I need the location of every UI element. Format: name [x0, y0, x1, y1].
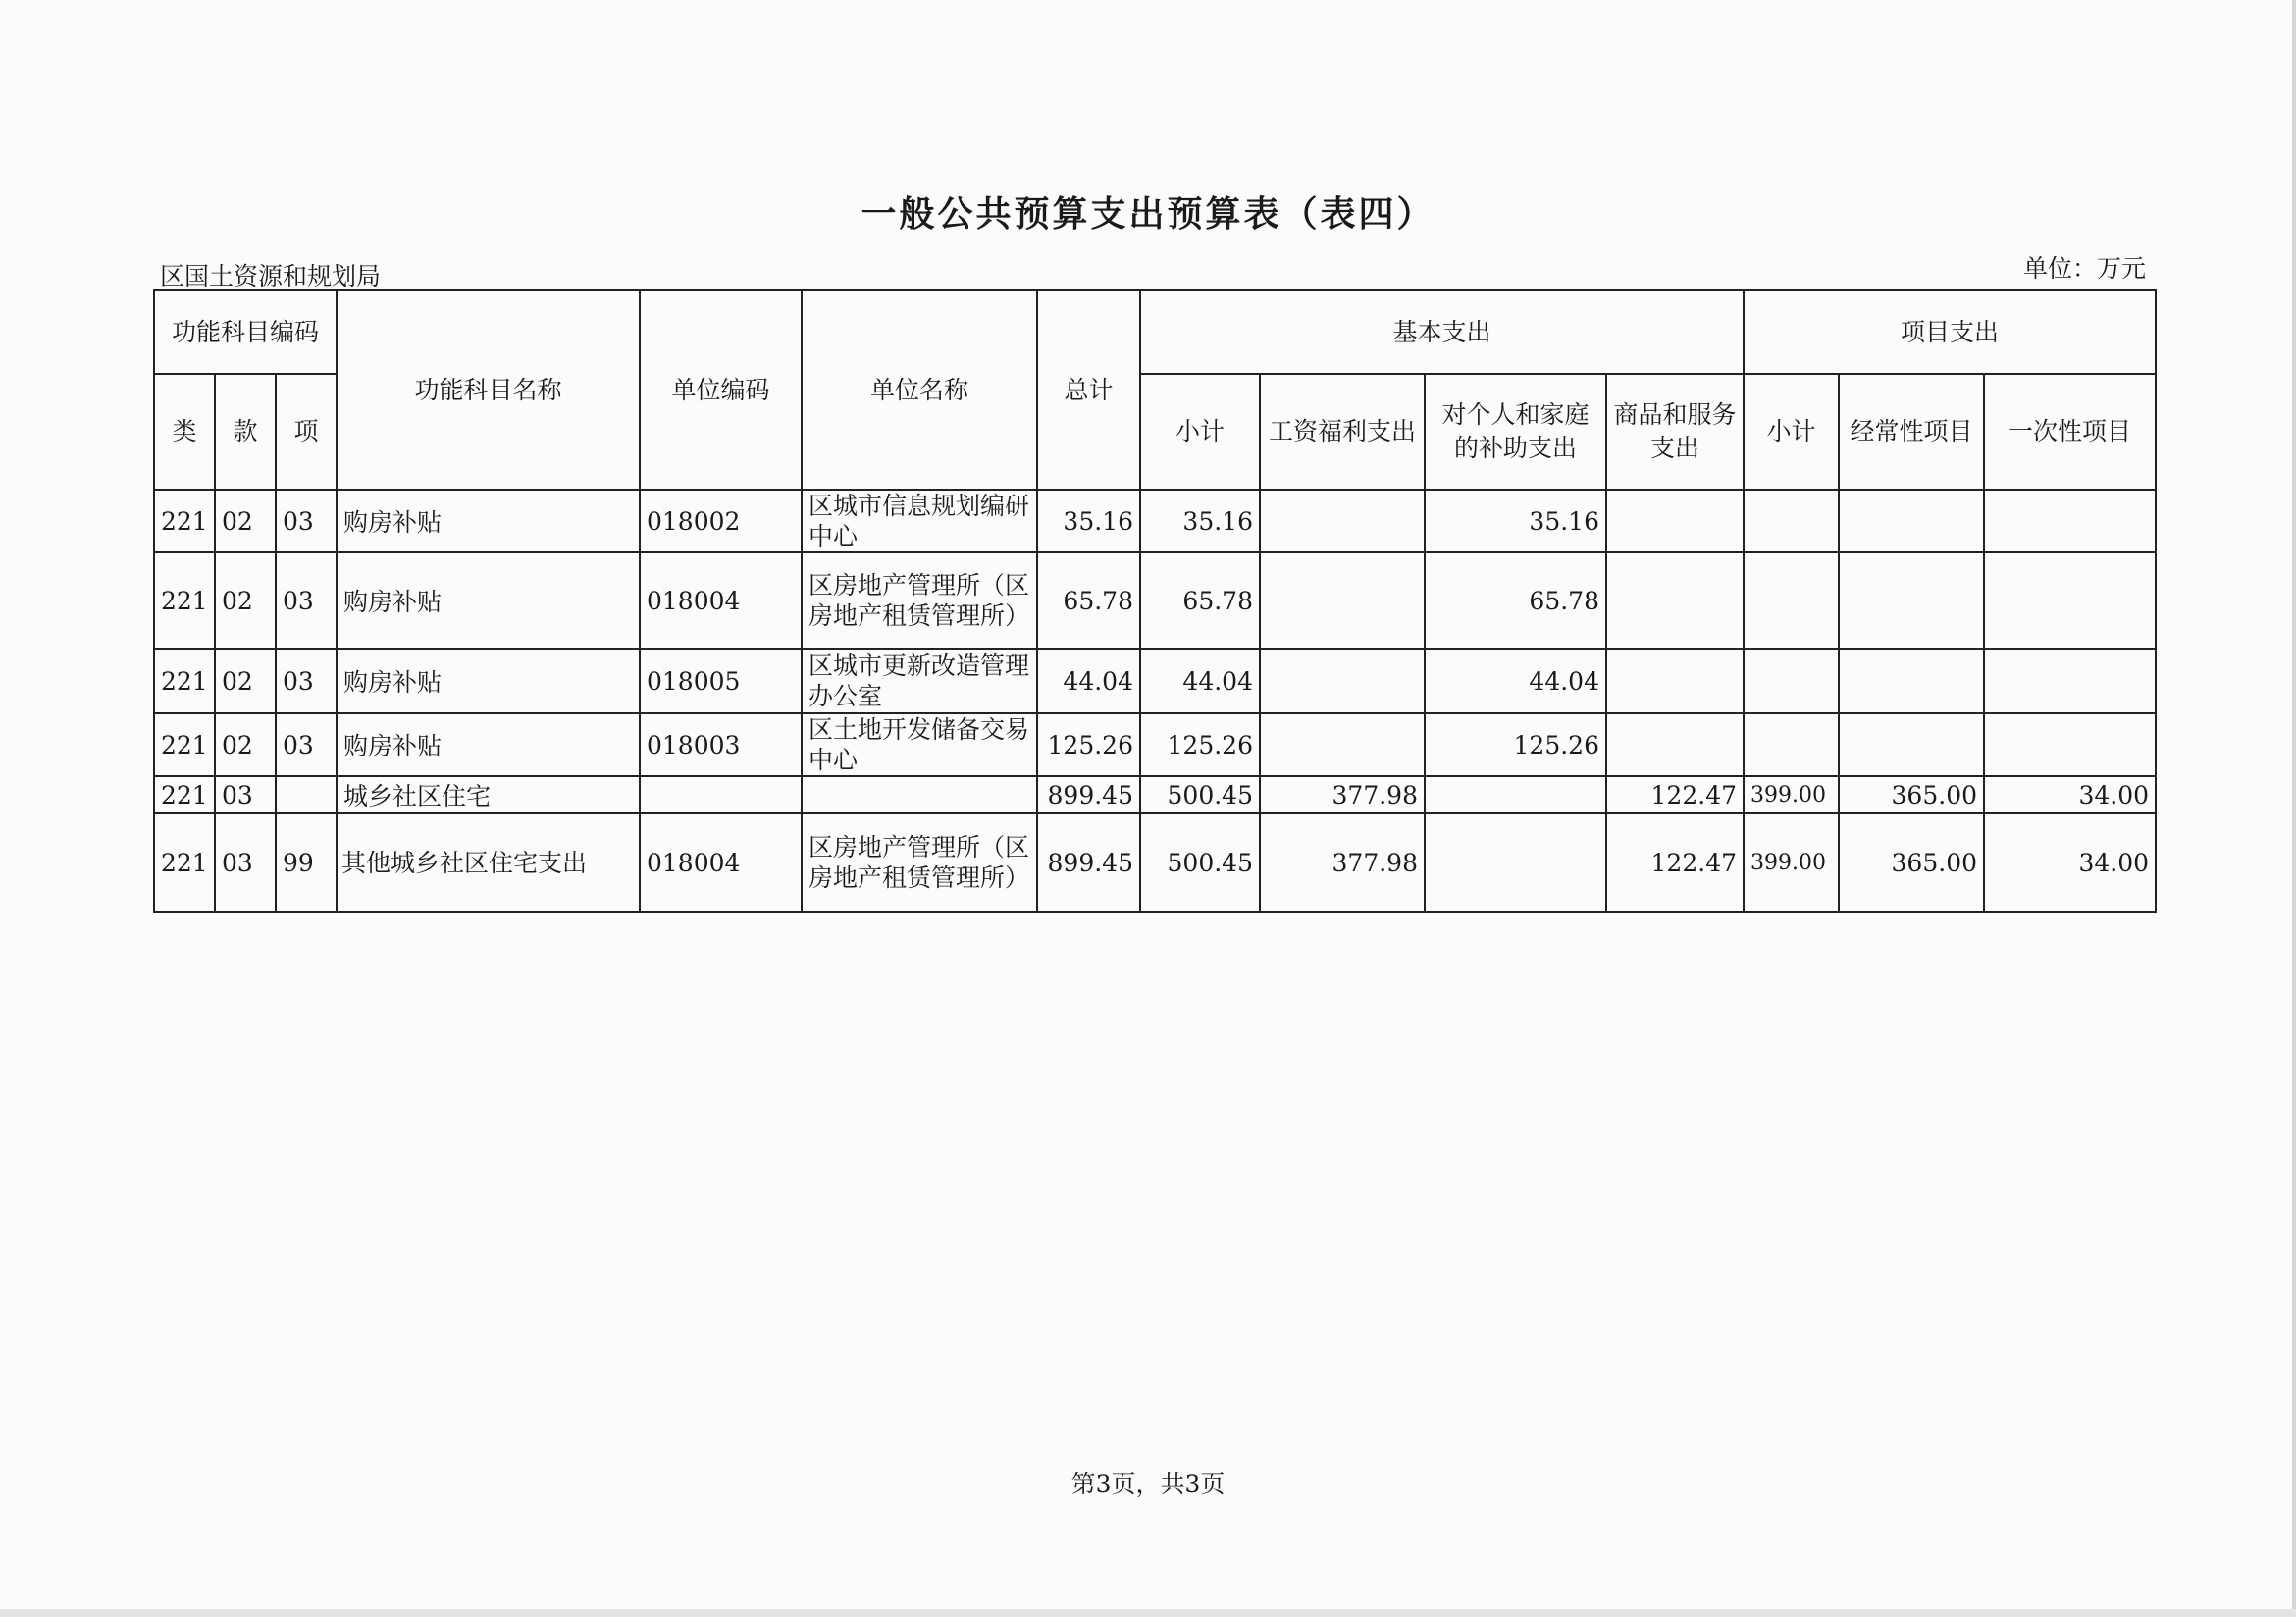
cell-lei: 221 [154, 713, 215, 776]
cell-total: 899.45 [1037, 813, 1140, 912]
cell-proj-subtotal: 399.00 [1744, 776, 1839, 813]
cell-func-name: 购房补贴 [337, 552, 640, 649]
cell-goods: 122.47 [1606, 813, 1744, 912]
cell-salary [1260, 552, 1425, 649]
header-code-group: 功能科目编码 [154, 290, 337, 374]
cell-func-name: 购房补贴 [337, 490, 640, 552]
document-title: 一般公共预算支出预算表（表四） [861, 194, 1435, 235]
table-row [154, 552, 2156, 649]
unit-label: 单位：万元 [2022, 254, 2146, 283]
cell-func-name: 购房补贴 [337, 713, 640, 776]
header-lei: 类 [154, 374, 215, 490]
header-goods: 商品和服务支出 [1606, 374, 1744, 490]
cell-proj-subtotal [1744, 649, 1839, 713]
cell-proj-subtotal: 399.00 [1744, 813, 1839, 912]
cell-salary [1260, 713, 1425, 776]
cell-regular [1839, 649, 1984, 713]
cell-unit-name: 区房地产管理所（区房地产租赁管理所） [802, 552, 1037, 649]
cell-regular: 365.00 [1839, 776, 1984, 813]
cell-func-name: 其他城乡社区住宅支出 [337, 813, 640, 912]
cell-unit-code: 018002 [640, 490, 802, 552]
header-total: 总计 [1037, 290, 1140, 490]
cell-regular [1839, 713, 1984, 776]
cell-kuan: 03 [215, 776, 276, 813]
header-kuan: 款 [215, 374, 276, 490]
cell-func-name: 购房补贴 [337, 649, 640, 713]
cell-goods [1606, 713, 1744, 776]
cell-kuan: 02 [215, 552, 276, 649]
cell-basic-subtotal: 125.26 [1140, 713, 1260, 776]
cell-total: 65.78 [1037, 552, 1140, 649]
cell-total: 125.26 [1037, 713, 1140, 776]
cell-xiang: 03 [276, 713, 337, 776]
cell-total: 899.45 [1037, 776, 1140, 813]
header-personal: 对个人和家庭的补助支出 [1425, 374, 1606, 490]
cell-lei: 221 [154, 490, 215, 552]
cell-salary: 377.98 [1260, 813, 1425, 912]
cell-xiang: 03 [276, 649, 337, 713]
header-xiang: 项 [276, 374, 337, 490]
cell-regular [1839, 490, 1984, 552]
table-row [154, 776, 2156, 813]
cell-lei: 221 [154, 776, 215, 813]
cell-goods: 122.47 [1606, 776, 1744, 813]
cell-onetime [1984, 713, 2156, 776]
cell-onetime [1984, 649, 2156, 713]
cell-unit-code: 018004 [640, 552, 802, 649]
cell-unit-name: 区城市信息规划编研中心 [802, 490, 1037, 552]
header-proj-subtotal: 小计 [1744, 374, 1839, 490]
page-edge [2292, 0, 2296, 1617]
cell-lei: 221 [154, 552, 215, 649]
organization-label: 区国土资源和规划局 [160, 262, 382, 290]
cell-regular: 365.00 [1839, 813, 1984, 912]
cell-basic-subtotal: 65.78 [1140, 552, 1260, 649]
cell-unit-name [802, 776, 1037, 813]
header-unit-code: 单位编码 [640, 290, 802, 490]
cell-kuan: 02 [215, 713, 276, 776]
cell-lei: 221 [154, 813, 215, 912]
cell-unit-name: 区城市更新改造管理办公室 [802, 649, 1037, 713]
cell-onetime: 34.00 [1984, 813, 2156, 912]
cell-total: 44.04 [1037, 649, 1140, 713]
cell-unit-code [640, 776, 802, 813]
header-func-name: 功能科目名称 [337, 290, 640, 490]
cell-unit-name: 区土地开发储备交易中心 [802, 713, 1037, 776]
header-unit-name: 单位名称 [802, 290, 1037, 490]
header-project-group: 项目支出 [1744, 290, 2156, 374]
cell-xiang: 99 [276, 813, 337, 912]
header-row [154, 290, 2156, 374]
table-row [154, 490, 2156, 552]
cell-xiang [276, 776, 337, 813]
cell-basic-subtotal: 35.16 [1140, 490, 1260, 552]
cell-personal: 125.26 [1425, 713, 1606, 776]
budget-table [153, 289, 2157, 913]
header-basic-group: 基本支出 [1140, 290, 1744, 374]
cell-proj-subtotal [1744, 490, 1839, 552]
cell-kuan: 02 [215, 649, 276, 713]
cell-proj-subtotal [1744, 552, 1839, 649]
cell-regular [1839, 552, 1984, 649]
table-row [154, 713, 2156, 776]
cell-personal: 44.04 [1425, 649, 1606, 713]
page-footer: 第3页，共3页 [1070, 1470, 1226, 1498]
cell-goods [1606, 649, 1744, 713]
cell-salary [1260, 649, 1425, 713]
cell-salary [1260, 490, 1425, 552]
cell-basic-subtotal: 500.45 [1140, 776, 1260, 813]
cell-personal: 35.16 [1425, 490, 1606, 552]
cell-lei: 221 [154, 649, 215, 713]
cell-onetime: 34.00 [1984, 776, 2156, 813]
cell-xiang: 03 [276, 490, 337, 552]
cell-basic-subtotal: 44.04 [1140, 649, 1260, 713]
cell-kuan: 02 [215, 490, 276, 552]
header-regular: 经常性项目 [1839, 374, 1984, 490]
cell-basic-subtotal: 500.45 [1140, 813, 1260, 912]
cell-func-name: 城乡社区住宅 [337, 776, 640, 813]
cell-total: 35.16 [1037, 490, 1140, 552]
cell-unit-code: 018004 [640, 813, 802, 912]
cell-unit-code: 018005 [640, 649, 802, 713]
cell-personal: 65.78 [1425, 552, 1606, 649]
cell-salary: 377.98 [1260, 776, 1425, 813]
header-salary: 工资福利支出 [1260, 374, 1425, 490]
cell-kuan: 03 [215, 813, 276, 912]
page-edge [0, 1609, 2296, 1617]
cell-personal [1425, 813, 1606, 912]
cell-unit-name: 区房地产管理所（区房地产租赁管理所） [802, 813, 1037, 912]
cell-xiang: 03 [276, 552, 337, 649]
cell-unit-code: 018003 [640, 713, 802, 776]
cell-proj-subtotal [1744, 713, 1839, 776]
cell-goods [1606, 552, 1744, 649]
cell-onetime [1984, 490, 2156, 552]
header-basic-subtotal: 小计 [1140, 374, 1260, 490]
table-row [154, 813, 2156, 912]
cell-personal [1425, 776, 1606, 813]
header-onetime: 一次性项目 [1984, 374, 2156, 490]
cell-onetime [1984, 552, 2156, 649]
cell-goods [1606, 490, 1744, 552]
table-row [154, 649, 2156, 713]
